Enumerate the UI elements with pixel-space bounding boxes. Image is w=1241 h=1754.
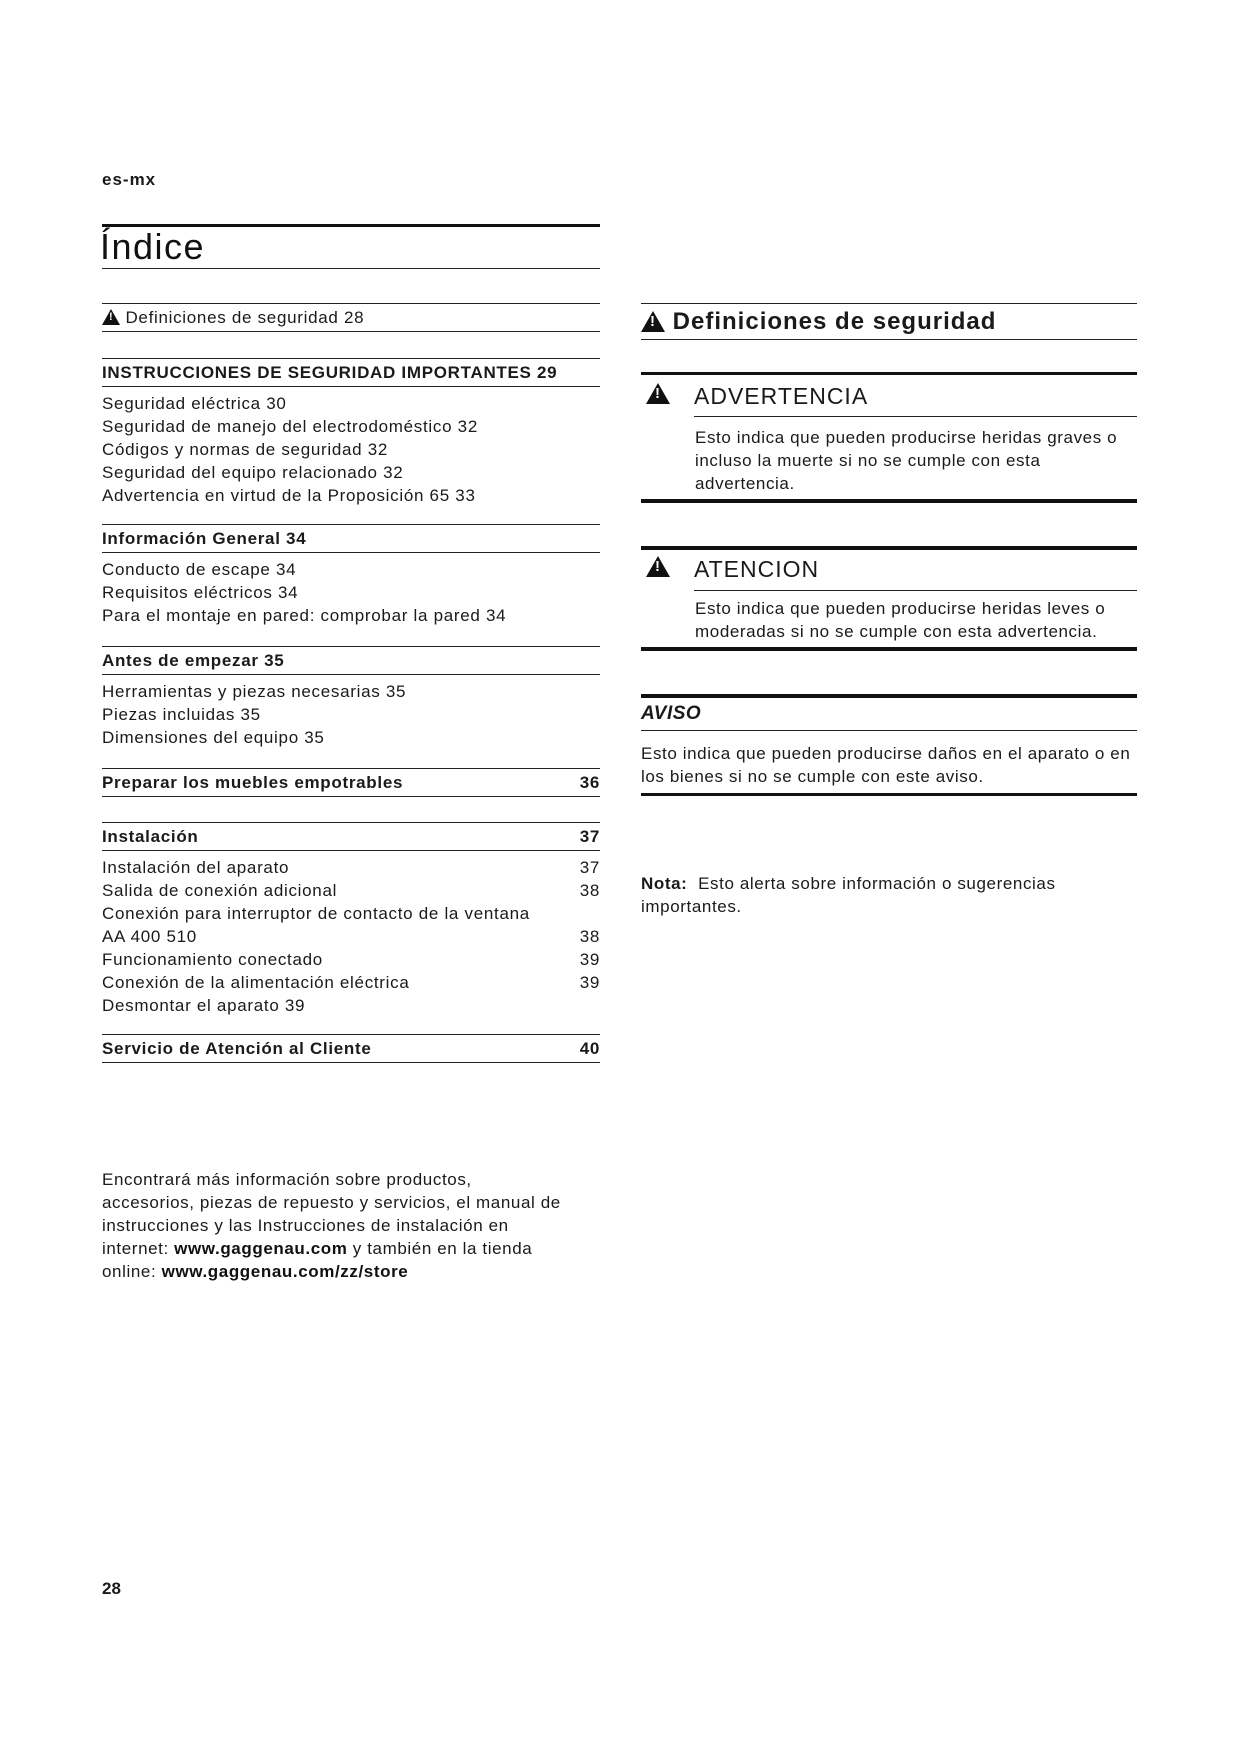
toc-item[interactable]: Salida de conexión adicional 38 [102,881,600,900]
toc-item[interactable]: Seguridad de manejo del electrodoméstico 32 [102,417,478,436]
page-title: Índice [100,226,206,267]
toc-rule [102,674,600,675]
safety-section-heading [641,308,1137,336]
toc-rule [102,552,600,553]
toc-heading: Preparar los muebles empotrables [102,773,404,792]
toc-rule [102,768,600,769]
toc-rule [102,303,600,304]
aviso-title-rule [641,730,1137,731]
toc-page-number: 40 [579,1039,600,1058]
title-rule-bottom [102,268,600,269]
advertencia-title: ADVERTENCIA [694,383,869,409]
warning-triangle-icon [646,383,670,406]
toc-heading: Instalación [102,827,199,846]
toc-section-info-general[interactable] [102,527,600,550]
warning-triangle-icon [646,556,670,579]
advertencia-rule-bottom [641,499,1137,503]
toc-section-antes[interactable] [102,649,600,672]
warning-triangle-icon [102,309,120,325]
atencion-rule-top [641,546,1137,550]
toc-heading[interactable]: INSTRUCCIONES DE SEGURIDAD IMPORTANTES 29 [102,363,558,382]
toc-rule [102,796,600,797]
toc-page-number: 37 [579,827,600,846]
toc-item[interactable]: Seguridad del equipo relacionado 32 [102,463,404,482]
toc-item[interactable]: Advertencia en virtud de la Proposición 65 33 [102,486,476,505]
toc-item[interactable]: Seguridad eléctrica 30 [102,394,287,413]
toc-item[interactable]: Herramientas y piezas necesarias 35 [102,682,407,701]
toc-entry-safety[interactable] [102,306,600,329]
toc-section-instalacion[interactable] [102,825,600,848]
more-info-paragraph: Encontrará más información sobre productos, accesorios, piezas de repuesto y servicios, el manual de instrucciones y las Instrucciones de instalación en internet: www.gaggenau.com y también en la tienda online: www.gaggenau.com/zz/store [102,1170,561,1281]
toc-item[interactable]: Instalación del aparato 37 [102,858,600,877]
toc-list-info-general [102,558,600,627]
atencion-title-rule [694,590,1137,591]
toc-list-instrucciones [102,392,600,507]
toc-safety-label: Definiciones de seguridad 28 [125,308,365,327]
toc-heading[interactable]: Información General 34 [102,529,307,548]
toc-rule [102,386,600,387]
toc-item[interactable]: Funcionamiento conectado 39 [102,950,600,969]
toc-rule [102,331,600,332]
toc-heading[interactable]: Antes de empezar 35 [102,651,285,670]
toc-item[interactable]: Conducto de escape 34 [102,560,297,579]
toc-item[interactable]: Desmontar el aparato 39 [102,996,306,1015]
aviso-title: AVISO [641,703,702,724]
nota-label: Nota: [641,874,688,893]
nota-paragraph [641,872,1137,918]
toc-rule [102,1062,600,1063]
safety-section-title: Definiciones de seguridad [672,308,997,335]
aviso-text: Esto indica que pueden producirse daños en el aparato o en los bienes si no se cumple con este aviso. [641,744,1131,786]
toc-item[interactable]: Dimensiones del equipo 35 [102,728,325,747]
section-rule [641,339,1137,340]
advertencia-title-rule [694,416,1137,417]
toc-item[interactable]: Conexión de la alimentación eléctrica 39 [102,973,600,992]
toc-section-servicio[interactable] [102,1037,600,1060]
toc-item[interactable]: AA 400 510 38 [102,927,600,946]
toc-item[interactable]: Conexión para interruptor de contacto de la ventana [102,904,530,923]
toc-item[interactable]: Requisitos eléctricos 34 [102,583,299,602]
advertencia-text: Esto indica que pueden producirse heridas graves o incluso la muerte si no se cumple con esta advertencia. [695,428,1118,493]
warning-triangle-icon [641,311,665,332]
aviso-rule-top [641,694,1137,698]
toc-rule [102,524,600,525]
toc-list-instalacion [102,856,600,1017]
language-code: es-mx [102,170,157,189]
toc-heading: Servicio de Atención al Cliente [102,1039,372,1058]
atencion-title: ATENCION [694,556,820,582]
toc-page-number: 36 [579,773,600,792]
toc-item[interactable]: Para el montaje en pared: comprobar la pared 34 [102,606,507,625]
toc-rule [102,358,600,359]
toc-item[interactable]: Códigos y normas de seguridad 32 [102,440,389,459]
toc-rule [102,822,600,823]
atencion-text: Esto indica que pueden producirse heridas leves o moderadas si no se cumple con esta advertencia. [695,599,1106,641]
page-number: 28 [102,1579,121,1598]
nota-text: Esto alerta sobre información o sugerencias importantes. [641,874,1056,916]
toc-list-antes [102,680,600,749]
atencion-rule-bottom [641,647,1137,651]
toc-rule [102,646,600,647]
aviso-rule-bottom [641,793,1137,796]
toc-rule [102,850,600,851]
toc-rule [102,1034,600,1035]
toc-item[interactable]: Piezas incluidas 35 [102,705,261,724]
toc-section-instrucciones[interactable] [102,361,600,384]
section-rule [641,303,1137,304]
gaggenau-store-link[interactable]: www.gaggenau.com/zz/store [161,1262,409,1281]
toc-section-preparar[interactable] [102,771,600,794]
gaggenau-website-link[interactable]: www.gaggenau.com [174,1239,348,1258]
advertencia-rule-top [641,372,1137,375]
